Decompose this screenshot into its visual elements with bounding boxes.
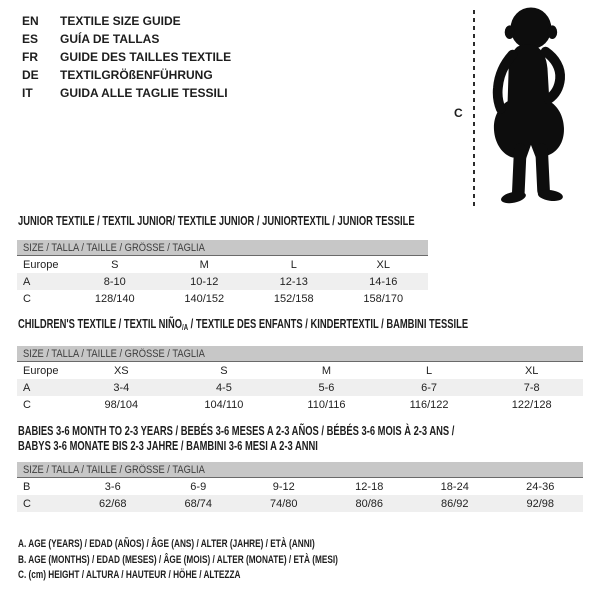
babies-title-line2: BABYS 3-6 MONATE BIS 2-3 JAHRE / BAMBINI 3-6 MESI A 2-3 ANNI: [18, 438, 318, 453]
language-code: DE: [22, 68, 39, 82]
row-label: A: [17, 273, 70, 290]
children-size-table: [17, 346, 583, 413]
value-cell: 3-6: [104, 480, 121, 493]
value-cell: 3-4: [70, 379, 173, 396]
value-cell: 110/116: [307, 398, 346, 411]
size-cell: S: [111, 258, 119, 271]
size-header-bar: [17, 346, 583, 362]
value-cell: 12-18: [355, 480, 384, 493]
size-cell: S: [220, 364, 228, 377]
size-cell: M: [199, 258, 209, 271]
height-measure-dashed-line: [472, 10, 476, 207]
size-cell: L: [290, 258, 297, 271]
junior-section-title: [18, 214, 547, 229]
size-header-text: SIZE / TALLA / TAILLE / GRÖSSE / TAGLIA: [23, 463, 205, 476]
language-title: GUIDE DES TAILLES TEXTILE: [60, 50, 232, 64]
value-cell: 128/140: [94, 292, 135, 305]
row-label: B: [23, 480, 31, 493]
value-cell: 12-13: [249, 273, 339, 290]
value-cell: 14-16: [339, 273, 429, 290]
junior-size-table: [17, 240, 428, 307]
value-cell: 122/128: [511, 398, 552, 411]
value-cell: 5-6: [275, 379, 378, 396]
language-title: TEXTILGRÖßENFÜHRUNG: [60, 68, 213, 82]
size-header-text: SIZE / TALLA / TAILLE / GRÖSSE / TAGLIA: [23, 347, 205, 360]
value-cell: 62/68: [70, 495, 156, 512]
language-row: [22, 48, 231, 66]
language-title: TEXTILE SIZE GUIDE: [60, 14, 181, 28]
language-title: GUÍA DE TALLAS: [60, 32, 160, 46]
table-row-age: [17, 379, 583, 396]
value-cell: 24-36: [526, 480, 555, 493]
table-row-age: [17, 273, 428, 290]
footnote-age-months: [18, 553, 445, 569]
value-cell: 98/104: [104, 398, 139, 411]
babies-title-line1: BABIES 3-6 MONTH TO 2-3 YEARS / BEBÉS 3-6 MESES A 2-3 AÑOS / BÉBÉS 3-6 MOIS À 2-3 ANS /: [18, 424, 455, 438]
language-row: [22, 30, 231, 48]
value-cell: 4-5: [173, 379, 276, 396]
value-cell: 7-8: [480, 379, 583, 396]
children-title-subscript: /A: [182, 323, 189, 332]
row-label: C: [17, 495, 70, 512]
table-row-age-months: [17, 478, 583, 496]
row-label: Europe: [23, 364, 59, 377]
language-row: [22, 66, 231, 84]
table-row-europe: [17, 362, 583, 380]
value-cell: 152/158: [273, 292, 314, 305]
table-row-height: [17, 396, 583, 413]
junior-section-title-text: JUNIOR TEXTILE / TEXTIL JUNIOR/ TEXTILE JUNIOR / JUNIORTEXTIL / JUNIOR TESSILE: [18, 214, 415, 228]
row-label: C: [23, 398, 31, 411]
value-cell: 92/98: [498, 495, 584, 512]
language-title: GUIDA ALLE TAGLIE TESSILI: [60, 86, 228, 100]
value-cell: 68/74: [156, 495, 242, 512]
children-title-rest: / TEXTILE DES ENFANTS / KINDERTEXTIL / BAMBINI TESSILE: [188, 317, 469, 331]
row-label: Europe: [23, 258, 59, 271]
legend-footnotes: [18, 537, 445, 584]
footnote-age-years: [18, 537, 445, 553]
table-row-height: [17, 495, 583, 512]
table-row-height: [17, 290, 428, 307]
footnote-text: B. AGE (MONTHS) / EDAD (MESES) / ÂGE (MOIS) / ALTER (MONATE) / ETÀ (MESI): [18, 553, 338, 566]
size-cell: M: [321, 364, 332, 377]
value-cell: 74/80: [241, 495, 327, 512]
babies-size-table: [17, 462, 583, 512]
value-cell: 140/152: [184, 292, 225, 305]
value-cell: 6-7: [378, 379, 481, 396]
footnote-text: A. AGE (YEARS) / EDAD (AÑOS) / ÂGE (ANS) / ALTER (JAHRE) / ETÀ (ANNI): [18, 538, 315, 550]
value-cell: 18-24: [440, 480, 469, 493]
size-header-bar: [17, 240, 428, 256]
row-label: C: [23, 292, 31, 305]
value-cell: 10-12: [160, 273, 250, 290]
value-cell: 9-12: [272, 480, 295, 493]
value-cell: 86/92: [412, 495, 498, 512]
value-cell: 6-9: [190, 480, 207, 493]
toddler-silhouette-icon: [483, 6, 575, 210]
language-code: EN: [22, 14, 39, 28]
footnote-text: C. (cm) HEIGHT / ALTURA / HAUTEUR / HÖHE / ALTEZZA: [18, 569, 241, 581]
value-cell: 8-10: [70, 273, 160, 290]
language-code: FR: [22, 50, 38, 64]
value-cell: 116/122: [409, 398, 449, 411]
size-header-text: SIZE / TALLA / TAILLE / GRÖSSE / TAGLIA: [23, 241, 205, 254]
row-label: A: [17, 379, 70, 396]
children-section-title-text: [18, 317, 468, 336]
children-section-title: [18, 317, 600, 336]
height-measure-label: C: [454, 106, 463, 120]
size-header-bar: [17, 462, 583, 478]
size-cell: XS: [113, 364, 129, 377]
value-cell: 80/86: [327, 495, 413, 512]
babies-section-title: [18, 424, 600, 453]
table-row-europe: [17, 256, 428, 274]
language-code: IT: [22, 86, 33, 100]
height-figure: [450, 0, 600, 215]
size-cell: XL: [376, 258, 390, 271]
language-row: [22, 84, 231, 102]
size-cell: XL: [524, 364, 539, 377]
value-cell: 158/170: [363, 292, 404, 305]
children-title-main: CHILDREN'S TEXTILE / TEXTIL NIÑO: [18, 317, 183, 331]
language-row: [22, 12, 231, 30]
language-title-list: [22, 12, 231, 102]
size-cell: L: [426, 364, 433, 377]
value-cell: 104/110: [204, 398, 244, 411]
footnote-height-cm: [18, 568, 445, 584]
language-code: ES: [22, 32, 39, 46]
